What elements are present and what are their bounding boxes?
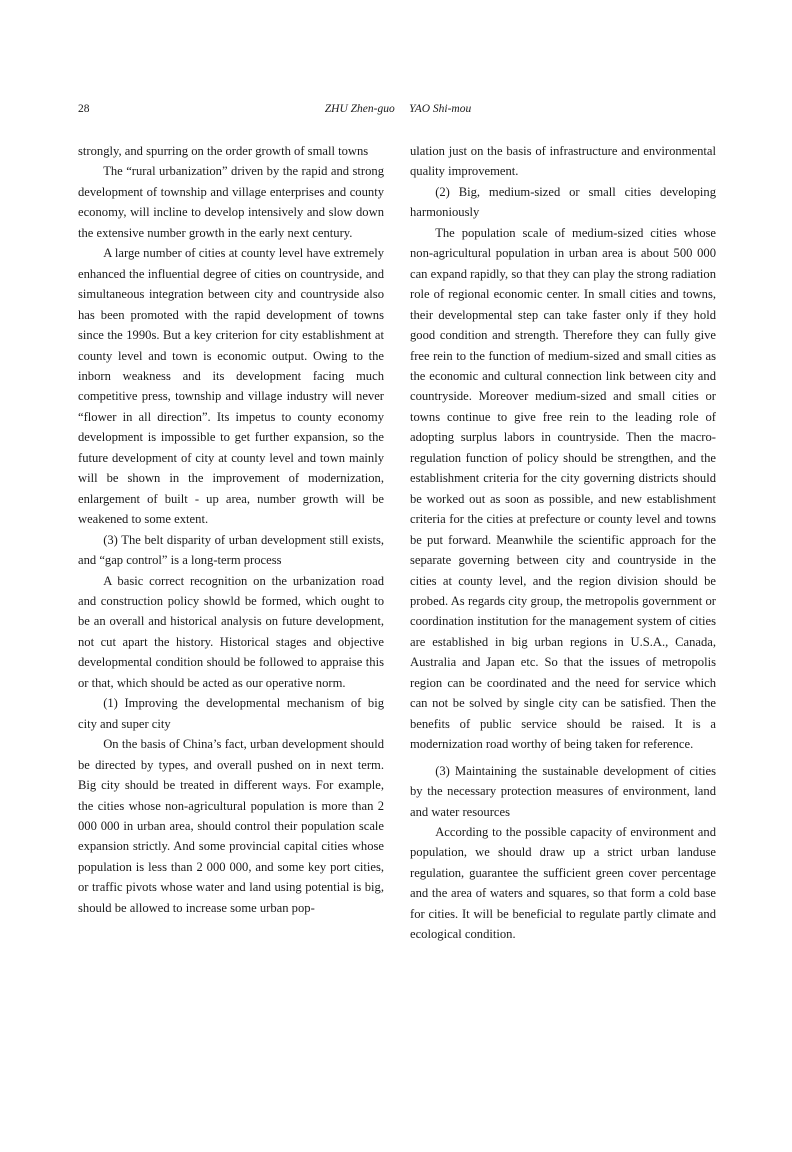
paragraph: On the basis of China’s fact, urban development should be directed by types, and overall pushed on in next term. Big city should be treated in different ways. For example, the cities whose non-agricultural population is more than 2 000 000 in urban area, should control their population scale expansion strictly. And some provincial capital cities whose population is less than 2 000 000, and some key port cities, or traffic pivots whose water and land using potential is big, should be allowed to increase some urban pop- [78,737,384,915]
right-column [410,141,716,945]
paragraph: A basic correct recognition on the urbanization road and construction policy showld be formed, which ought to be an overall and historical analysis on future development, not cut apart the history. Historical stages and objective developmental condition should be followed to appraise this or that, which should be acted as our operative norm. [78,573,384,690]
subsection-heading: (1) Improving the developmental mechanism of big city and super city [78,696,384,731]
subsection-heading: (3) Maintaining the sustainable development of cities by the necessary protection measures of environment, land and water resources [410,763,716,819]
subsection-heading: (2) Big, medium-sized or small cities developing harmoniously [410,184,716,220]
paragraph: A large number of cities at county level have extremely enhanced the influential degree of cities on countryside, and simultaneous integration between city and countryside also has been promoted with the rapid development of towns since the 1990s. But a key criterion for city establishment at county level and town is economic output. Owing to the inborn weakness and its development facing much competitive press, township and village industry will never “flower in all direction”. Its impetus to county economy development is impossible to get further expansion, so the future development of city at county level and town mainly will be shown in the improvement of modernization, enlargement of built - up area, number growth will be weakened to some extent. [78,246,384,527]
section-heading: (3) The belt disparity of urban development still exists, and “gap control” is a long-term process [78,532,384,568]
paragraph: strongly, and spurring on the order growth of small towns [78,144,369,158]
running-header [78,103,718,119]
page-number: 28 [78,103,90,115]
paragraph: According to the possible capacity of environment and population, we should draw up a strict urban landuse regulation, guarantee the sufficient green cover percentage and the area of waters and squares, so that form a cold base for cities. It will be beneficial to regulate partly climate and ecological condition. [410,824,716,942]
left-column [78,141,384,918]
paragraph: The population scale of medium-sized cities whose non-agricultural population in urban area is about 500 000 can expand rapidly, so that they can play the strong radiation role of regional economic center. In small cities and towns, their developmental step can take faster only if they hold good condition and strength. Therefore they can fully give free rein to the function of medium-sized and small cities as the economic and cultural connection link between city and countryside. Moreover medium-sized and small cities or towns continue to give free rein to the leading role of adopting surplus labors in countryside. Then the macro-regulation function of policy should be strengthen, and the establishment criteria for the city governing districts should be worked out as soon as possible, and new establishment criteria for the cities at prefecture or county level and towns be put forward. Meanwhile the scientific approach for the separate governing between city and countryside in the cities at county level, and the region division should be probed. As regards city group, the metropolis government or coordination institution for the management system of cities are established in big urban regions in U.S.A., Canada, Australia and Japan etc. So that the issues of metropolis region can be coordinated and the need for service which can not be solved by single city can be satisfied. Then the benefits of public service should be raised. It is a modernization road worthy of being taken for reference. [410,225,716,752]
paragraph: ulation just on the basis of infrastructure and environmental quality improvement. [410,144,716,179]
running-head-authors: ZHU Zhen-guo YAO Shi-mou [324,103,472,115]
paragraph: The “rural urbanization” driven by the rapid and strong development of township and village enterprises and county economy, will incline to develop intensively and slow down the extensive number growth in the early next century. [78,164,384,240]
